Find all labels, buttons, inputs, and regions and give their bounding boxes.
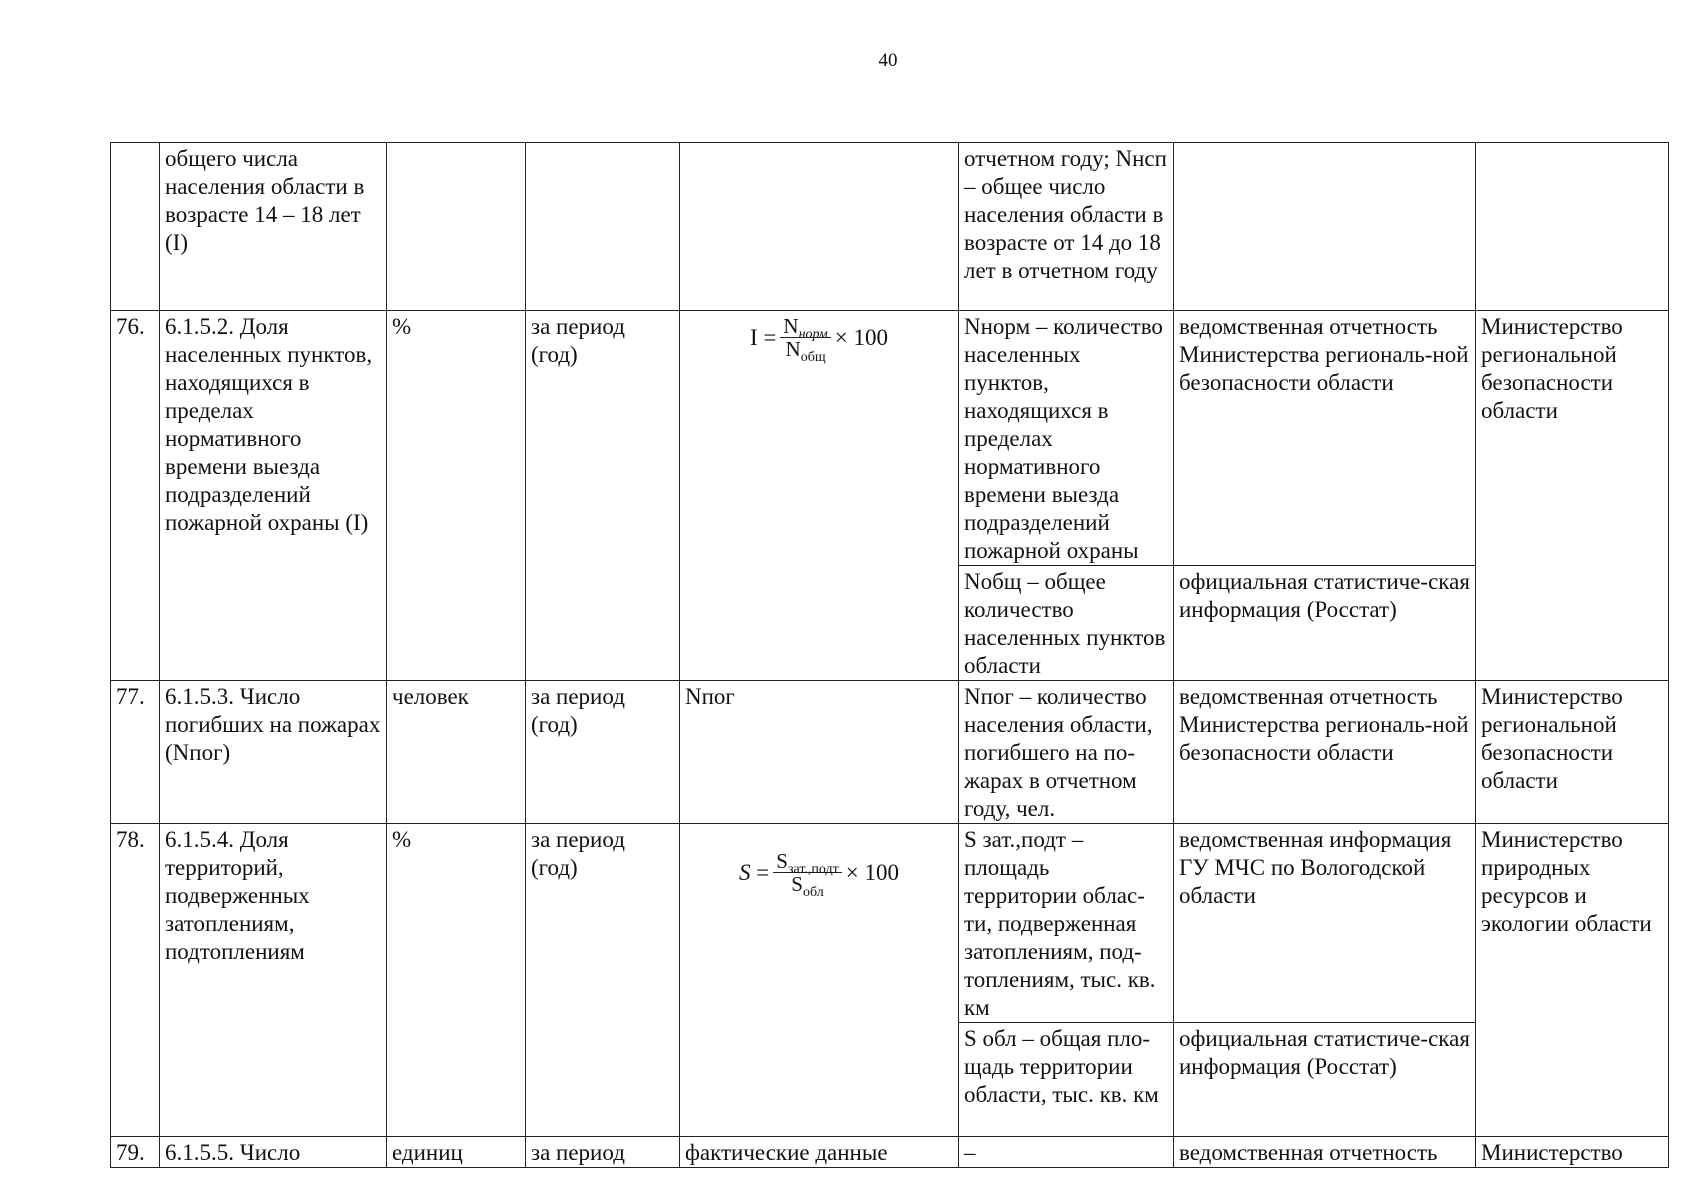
component-description: Nобщ – общее количество населенных пунктов области — [959, 566, 1174, 681]
data-source: ведомственная информация ГУ МЧС по Вологодской области — [1174, 824, 1476, 1023]
data-source — [1174, 143, 1476, 311]
component-description: отчетном году; Nнсп – общее число населения области в возрасте от 14 до 18 лет в отчетном году — [959, 143, 1174, 311]
indicators-table — [110, 142, 1669, 1168]
component-description: Nнорм – количество населенных пунктов, находящихся в пределах нормативного времени выезда подразделений пожарной охраны — [959, 311, 1174, 566]
unit: человек — [387, 681, 526, 824]
formula: Nпог — [680, 681, 959, 824]
indicator-name: 6.1.5.4. Доля территорий, подверженных затоплениям, подтоплениям — [160, 824, 387, 1137]
responsible: Министерство природных ресурсов и экологии области — [1476, 824, 1669, 1137]
period: за период (год) — [526, 681, 680, 824]
data-source: ведомственная отчетность — [1174, 1137, 1476, 1168]
component-description: S обл – общая пло-щадь территории области, тыс. кв. км — [959, 1023, 1174, 1137]
indicator-name: общего числа населения области в возрасте 14 – 18 лет (I) — [160, 143, 387, 311]
period: за период (год) — [526, 824, 680, 1137]
component-description: – — [959, 1137, 1174, 1168]
formula-display: S = $\frac{S_{зат.,подт}}{S_{обл}}$ × 100 — [739, 849, 899, 901]
data-source: официальная статистиче-ская информация (Росстат) — [1174, 1023, 1476, 1137]
table-row — [111, 311, 1669, 566]
responsible: Министерство — [1476, 1137, 1669, 1168]
row-number: 77. — [111, 681, 160, 824]
component-description: Nпог – количество населения области, погибшего на по-жарах в отчетном году, чел. — [959, 681, 1174, 824]
row-number: 79. — [111, 1137, 160, 1168]
formula — [680, 824, 959, 1137]
period: за период (год) — [526, 311, 680, 681]
indicator-name: 6.1.5.5. Число — [160, 1137, 387, 1168]
period — [526, 143, 680, 311]
period: за период — [526, 1137, 680, 1168]
row-number: 78. — [111, 824, 160, 1137]
unit — [387, 143, 526, 311]
data-source: ведомственная отчетность Министерства региональ-ной безопасности области — [1174, 311, 1476, 566]
formula-display: I = $\frac{N_{норм}}{N_{общ}}$ × 100 — [750, 314, 888, 366]
unit: единиц — [387, 1137, 526, 1168]
formula — [680, 311, 959, 681]
formula: фактические данные — [680, 1137, 959, 1168]
data-source: ведомственная отчетность Министерства региональ-ной безопасности области — [1174, 681, 1476, 824]
unit: % — [387, 824, 526, 1137]
formula — [680, 143, 959, 311]
table-row — [111, 681, 1669, 824]
responsible — [1476, 143, 1669, 311]
responsible: Министерство региональной безопасности области — [1476, 311, 1669, 681]
table-row — [111, 1137, 1669, 1168]
indicator-name: 6.1.5.3. Число погибших на пожарах (Nпог) — [160, 681, 387, 824]
indicator-name: 6.1.5.2. Доля населенных пунктов, находящихся в пределах нормативного времени выезда подразделений пожарной охраны (I) — [160, 311, 387, 681]
responsible: Министерство региональной безопасности области — [1476, 681, 1669, 824]
unit: % — [387, 311, 526, 681]
component-description: S зат.,подт – площадь территории облас-ти, подверженная затоплениям, под-топлениям, тыс. кв. км — [959, 824, 1174, 1023]
table-row — [111, 143, 1669, 311]
row-number: 76. — [111, 311, 160, 681]
row-number — [111, 143, 160, 311]
table-row — [111, 824, 1669, 1023]
data-source: официальная статистиче-ская информация (Росстат) — [1174, 566, 1476, 681]
page-number: 40 — [878, 50, 898, 71]
